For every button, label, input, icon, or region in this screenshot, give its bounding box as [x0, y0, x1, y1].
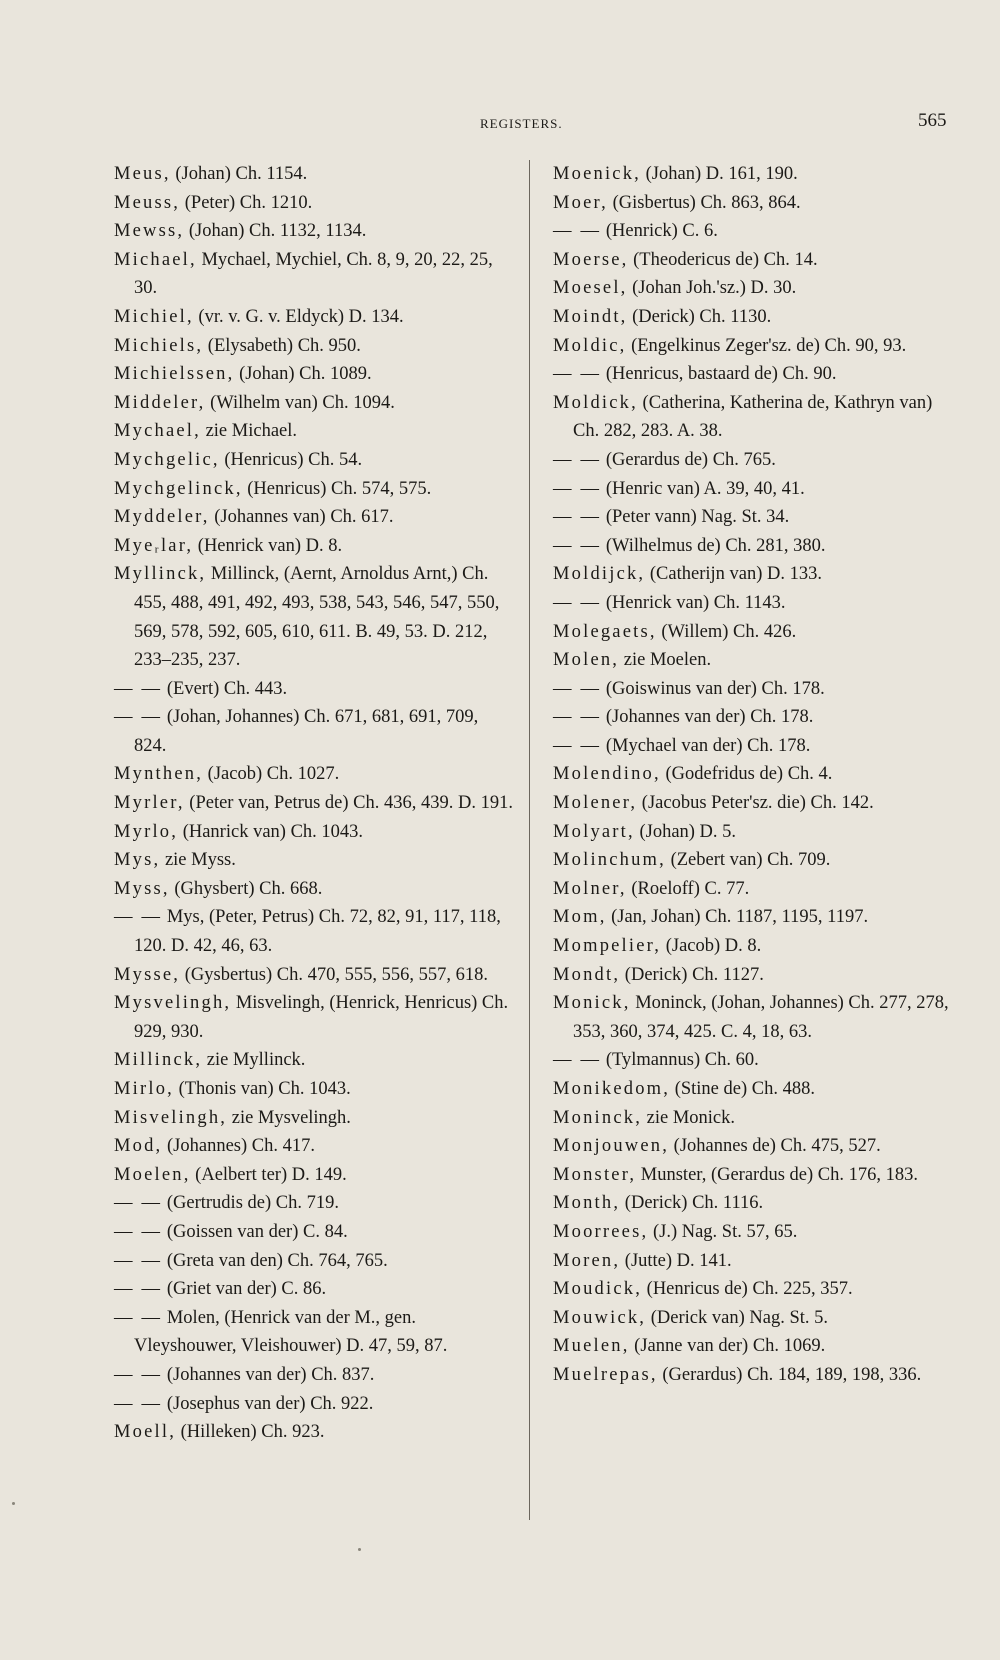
entry-headword: Monster,: [553, 1164, 637, 1185]
entry-references: (Catherijn van) D. 133.: [645, 564, 823, 585]
entry-headword: — —: [114, 907, 163, 928]
index-entry: [114, 989, 514, 1046]
entry-references: (Engelkinus Zeger'sz. de) Ch. 90, 93.: [626, 335, 907, 356]
index-entry: [553, 789, 963, 818]
entry-references: (Griet van der) C. 86.: [162, 1279, 327, 1300]
entry-headword: Moninck,: [553, 1107, 643, 1128]
index-entry: [114, 1218, 514, 1247]
index-entry: [114, 1046, 514, 1075]
index-entry: [114, 1418, 514, 1447]
entry-headword: Moorrees,: [553, 1221, 649, 1242]
index-entry: [553, 1075, 963, 1104]
entry-references: (Gisbertus) Ch. 863, 864.: [607, 192, 801, 213]
entry-references: (Hilleken) Ch. 923.: [176, 1422, 325, 1443]
index-entry: [553, 189, 963, 218]
entry-references: (Godefridus de) Ch. 4.: [660, 764, 833, 785]
index-entry: [553, 703, 963, 732]
entry-headword: Millinck,: [114, 1050, 203, 1071]
index-entry: [114, 446, 514, 475]
index-entry: [553, 1104, 963, 1133]
index-entry: [553, 932, 963, 961]
entry-references: (Henrick van) Ch. 1143.: [601, 592, 786, 613]
entry-headword: — —: [114, 1221, 163, 1242]
index-entry: [553, 446, 963, 475]
entry-references: zie Myllinck.: [202, 1050, 306, 1071]
index-entry: [553, 532, 963, 561]
column-divider: [529, 160, 530, 1520]
entry-references: (Johan Joh.'sz.) D. 30.: [627, 278, 797, 299]
entry-headword: Middeler,: [114, 392, 206, 413]
index-entry: [553, 1218, 963, 1247]
entry-references: (J.) Nag. St. 57, 65.: [648, 1221, 798, 1242]
entry-headword: Mynthen,: [114, 764, 204, 785]
index-entry: [114, 560, 514, 674]
entry-references: (Ghysbert) Ch. 668.: [169, 878, 323, 899]
index-entry: [553, 1361, 963, 1390]
entry-headword: Myllinck,: [114, 564, 207, 585]
index-entry: [553, 246, 963, 275]
running-header: REGISTERS.: [480, 116, 563, 131]
entry-references: (Johan) Ch. 1089.: [234, 364, 372, 385]
index-entry: [114, 846, 514, 875]
entry-references: (Johan) Ch. 1154.: [170, 164, 308, 184]
entry-headword: Mod,: [114, 1136, 163, 1157]
entry-references: (Henricus) Ch. 574, 575.: [242, 478, 432, 499]
index-entry: [553, 875, 963, 904]
entry-headword: Moldick,: [553, 392, 638, 413]
entry-headword: Moindt,: [553, 306, 628, 327]
entry-references: (Johan) D. 5.: [634, 821, 737, 842]
entry-headword: — —: [114, 678, 163, 699]
entry-headword: — —: [553, 507, 602, 528]
entry-references: (Gerardus) Ch. 184, 189, 198, 336.: [657, 1364, 922, 1385]
index-entry: [114, 503, 514, 532]
entry-headword: Michielssen,: [114, 364, 235, 385]
index-entry: [553, 1332, 963, 1361]
index-entry: [553, 303, 963, 332]
entry-headword: Myeᵣlar,: [114, 535, 194, 556]
entry-headword: Mychgelic,: [114, 449, 220, 470]
entry-headword: Mompelier,: [553, 936, 662, 957]
index-entry: [114, 1104, 514, 1133]
index-entry: [114, 675, 514, 704]
entry-references: (Henricus, bastaard de) Ch. 90.: [601, 364, 837, 385]
index-entry: [114, 189, 514, 218]
index-entry: [553, 589, 963, 618]
entry-headword: Moenick,: [553, 164, 641, 184]
index-entry: [114, 332, 514, 361]
entry-headword: Molen,: [553, 650, 620, 671]
entry-references: (Peter) Ch. 1210.: [180, 192, 313, 213]
entry-references: (Gerardus de) Ch. 765.: [601, 449, 776, 470]
entry-headword: Mouwick,: [553, 1307, 647, 1328]
index-entry: [553, 989, 963, 1046]
entry-references: (Josephus van der) Ch. 922.: [162, 1393, 374, 1414]
entry-headword: Moldijck,: [553, 564, 646, 585]
entry-headword: Molegaets,: [553, 621, 657, 642]
index-entry: [114, 1275, 514, 1304]
entry-references: (Aelbert ter) D. 149.: [190, 1164, 347, 1185]
entry-headword: Meuss,: [114, 192, 181, 213]
entry-references: (Henrick van) D. 8.: [193, 535, 343, 556]
entry-headword: — —: [114, 1307, 163, 1328]
entry-headword: Molener,: [553, 793, 638, 814]
entry-references: (Mychael van der) Ch. 178.: [601, 735, 811, 756]
entry-headword: Muelen,: [553, 1336, 630, 1357]
entry-references: (Derick) Ch. 1127.: [620, 964, 764, 985]
entry-references: Misvelingh, (Henrick, Henricus) Ch. 929, 930.: [134, 993, 509, 1042]
index-entry: [553, 360, 963, 389]
index-entry: [114, 160, 514, 189]
entry-references: (Gertrudis de) Ch. 719.: [162, 1193, 339, 1214]
entry-references: (Tylmannus) Ch. 60.: [601, 1050, 759, 1071]
index-entry: [114, 475, 514, 504]
entry-headword: — —: [553, 707, 602, 728]
entry-references: (Jacobus Peter'sz. die) Ch. 142.: [637, 793, 874, 814]
index-entry: [114, 818, 514, 847]
index-entry: [114, 1132, 514, 1161]
entry-references: (Johannes van der) Ch. 837.: [162, 1364, 375, 1385]
entry-references: Millinck, (Aernt, Arnoldus Arnt,) Ch. 455, 488, 491, 492, 493, 538, 543, 546, 547, 550, 569, 578, 592, 605, 610, 611. B. 49, 53. D. 212, 233–235, 237.: [134, 564, 500, 671]
entry-headword: — —: [114, 1364, 163, 1385]
entry-references: Moninck, (Johan, Johannes) Ch. 277, 278, 353, 360, 374, 425. C. 4, 18, 63.: [573, 993, 949, 1042]
entry-headword: Mysvelingh,: [114, 993, 232, 1014]
index-entry: [553, 503, 963, 532]
entry-headword: Moell,: [114, 1422, 177, 1443]
entry-headword: Mys,: [114, 850, 161, 871]
entry-headword: — —: [114, 1250, 163, 1271]
index-entry: [553, 961, 963, 990]
entry-references: zie Myss.: [160, 850, 236, 871]
index-entry: [114, 246, 514, 303]
index-entry: [114, 961, 514, 990]
entry-references: (Evert) Ch. 443.: [162, 678, 288, 699]
index-entry: [114, 903, 514, 960]
entry-headword: — —: [553, 535, 602, 556]
index-entry: [553, 818, 963, 847]
entry-references: zie Michael.: [200, 421, 298, 442]
entry-headword: — —: [553, 735, 602, 756]
entry-references: zie Monick.: [642, 1107, 736, 1128]
index-entry: [114, 703, 514, 760]
entry-references: (Catherina, Katherina de, Kathryn van) Ch. 282, 283. A. 38.: [573, 392, 933, 442]
index-entry: [114, 1247, 514, 1276]
index-entry: [553, 903, 963, 932]
entry-references: (Johan) Ch. 1132, 1134.: [184, 221, 367, 242]
entry-headword: — —: [114, 1279, 163, 1300]
index-entry: [553, 1046, 963, 1075]
entry-headword: Michiel,: [114, 306, 194, 327]
entry-headword: Myddeler,: [114, 507, 210, 528]
entry-headword: — —: [553, 1050, 602, 1071]
entry-headword: — —: [114, 1193, 163, 1214]
entry-references: (Thonis van) Ch. 1043.: [173, 1079, 351, 1099]
index-entry: [553, 675, 963, 704]
index-entry: [553, 1304, 963, 1333]
entry-headword: Mirlo,: [114, 1079, 174, 1099]
entry-references: (Johannes van) Ch. 617.: [209, 507, 394, 528]
entry-references: (Stine de) Ch. 488.: [670, 1079, 815, 1099]
index-entry: [114, 389, 514, 418]
entry-headword: Mondt,: [553, 964, 621, 985]
entry-headword: Mychael,: [114, 421, 201, 442]
entry-references: (Peter van, Petrus de) Ch. 436, 439. D. 191.: [184, 793, 513, 814]
entry-references: (Henrick) C. 6.: [601, 221, 718, 242]
entry-references: (Henricus) Ch. 54.: [219, 449, 363, 470]
entry-headword: — —: [553, 592, 602, 613]
entry-references: (Johannes de) Ch. 475, 527.: [669, 1136, 881, 1157]
page-number: 565: [918, 110, 947, 131]
entry-headword: Mysse,: [114, 964, 181, 985]
entry-headword: Moren,: [553, 1250, 621, 1271]
index-entry: [553, 1161, 963, 1190]
entry-headword: Moldic,: [553, 335, 627, 356]
index-entry: [553, 217, 963, 246]
index-entry: [114, 1075, 514, 1104]
entry-headword: Moelen,: [114, 1164, 191, 1185]
entry-headword: Moer,: [553, 192, 608, 213]
entry-references: (Derick van) Nag. St. 5.: [646, 1307, 829, 1328]
entry-headword: Molendino,: [553, 764, 661, 785]
paper-speck: [12, 1502, 15, 1505]
index-entry: [553, 618, 963, 647]
entry-references: (Gysbertus) Ch. 470, 555, 556, 557, 618.: [180, 964, 488, 985]
entry-references: Molen, (Henrick van der M., gen. Vleyshouwer, Vleishouwer) D. 47, 59, 87.: [134, 1307, 448, 1357]
entry-references: (Zebert van) Ch. 709.: [665, 850, 831, 871]
index-entry: [553, 475, 963, 504]
index-entry: [114, 360, 514, 389]
entry-headword: Michiels,: [114, 335, 204, 356]
entry-references: (Johan) D. 161, 190.: [641, 164, 798, 184]
entry-headword: Moerse,: [553, 249, 629, 270]
index-entry: [114, 303, 514, 332]
index-entry: [114, 532, 514, 561]
index-entry: [553, 274, 963, 303]
entry-headword: Monikedom,: [553, 1079, 671, 1099]
index-entry: [553, 332, 963, 361]
entry-references: (Jacob) Ch. 1027.: [203, 764, 340, 785]
entry-headword: Myss,: [114, 878, 170, 899]
entry-headword: Monjouwen,: [553, 1136, 670, 1157]
entry-references: (Johan, Johannes) Ch. 671, 681, 691, 709, 824.: [134, 707, 479, 756]
index-entry: [114, 217, 514, 246]
entry-references: zie Moelen.: [619, 650, 712, 671]
entry-references: Munster, (Gerardus de) Ch. 176, 183.: [636, 1164, 919, 1185]
entry-references: (Wilhelm van) Ch. 1094.: [205, 392, 395, 413]
index-entry: [114, 1361, 514, 1390]
right-column: [553, 160, 963, 1390]
entry-references: (Derick) Ch. 1116.: [620, 1193, 764, 1214]
entry-references: (Elysabeth) Ch. 950.: [203, 335, 361, 356]
index-entry: [553, 646, 963, 675]
paper-speck: [358, 1548, 361, 1551]
entry-references: zie Mysvelingh.: [227, 1107, 351, 1128]
index-entry: [114, 1304, 514, 1361]
index-entry: [553, 1132, 963, 1161]
entry-references: (Jacob) D. 8.: [661, 936, 762, 957]
entry-headword: Muelrepas,: [553, 1364, 658, 1385]
entry-references: (Janne van der) Ch. 1069.: [629, 1336, 826, 1357]
index-entry: [553, 389, 963, 446]
index-entry: [553, 1247, 963, 1276]
entry-headword: Molyart,: [553, 821, 635, 842]
index-entry: [553, 160, 963, 189]
entry-headword: Monick,: [553, 993, 631, 1014]
entry-references: (Henric van) A. 39, 40, 41.: [601, 478, 805, 499]
entry-references: (Greta van den) Ch. 764, 765.: [162, 1250, 388, 1271]
entry-headword: Month,: [553, 1193, 621, 1214]
index-entry: [114, 789, 514, 818]
index-entry: [553, 1275, 963, 1304]
entry-references: (vr. v. G. v. Eldyck) D. 134.: [193, 306, 404, 327]
entry-headword: — —: [553, 678, 602, 699]
entry-references: (Wilhelmus de) Ch. 281, 380.: [601, 535, 826, 556]
index-entry: [114, 1390, 514, 1419]
index-entry: [553, 846, 963, 875]
entry-headword: Mychgelinck,: [114, 478, 243, 499]
entry-headword: — —: [553, 364, 602, 385]
index-entry: [114, 1161, 514, 1190]
entry-references: (Jutte) D. 141.: [620, 1250, 732, 1271]
entry-references: (Goissen van der) C. 84.: [162, 1221, 348, 1242]
entry-headword: — —: [553, 449, 602, 470]
index-entry: [114, 417, 514, 446]
entry-references: (Peter vann) Nag. St. 34.: [601, 507, 790, 528]
entry-headword: — —: [553, 221, 602, 242]
entry-headword: Mom,: [553, 907, 607, 928]
index-entry: [114, 1189, 514, 1218]
index-entry: [553, 760, 963, 789]
entry-headword: Moudick,: [553, 1279, 643, 1300]
entry-headword: Myrler,: [114, 793, 185, 814]
entry-references: (Johannes) Ch. 417.: [162, 1136, 315, 1157]
index-entry: [114, 875, 514, 904]
index-entry: [553, 1189, 963, 1218]
entry-references: (Derick) Ch. 1130.: [627, 306, 772, 327]
left-column: [114, 160, 514, 1447]
entry-headword: Molner,: [553, 878, 627, 899]
entry-references: (Henricus de) Ch. 225, 357.: [642, 1279, 853, 1300]
entry-headword: — —: [114, 1393, 163, 1414]
entry-references: (Roeloff) C. 77.: [626, 878, 750, 899]
entry-references: (Theodericus de) Ch. 14.: [628, 249, 818, 270]
entry-headword: — —: [553, 478, 602, 499]
entry-references: Mychael, Mychiel, Ch. 8, 9, 20, 22, 25, 30.: [134, 249, 493, 299]
entry-references: (Willem) Ch. 426.: [656, 621, 797, 642]
index-entry: [553, 732, 963, 761]
entry-headword: — —: [114, 707, 163, 728]
entry-references: (Goiswinus van der) Ch. 178.: [601, 678, 825, 699]
index-entry: [553, 560, 963, 589]
entry-headword: Misvelingh,: [114, 1107, 228, 1128]
index-entry: [114, 760, 514, 789]
entry-headword: Moesel,: [553, 278, 628, 299]
entry-headword: Michael,: [114, 249, 197, 270]
entry-headword: Meus,: [114, 164, 171, 184]
entry-references: Mys, (Peter, Petrus) Ch. 72, 82, 91, 117, 118, 120. D. 42, 46, 63.: [134, 907, 501, 957]
entry-references: (Johannes van der) Ch. 178.: [601, 707, 814, 728]
entry-headword: Mewss,: [114, 221, 185, 242]
entry-references: (Hanrick van) Ch. 1043.: [178, 821, 364, 842]
entry-headword: Molinchum,: [553, 850, 666, 871]
entry-headword: Myrlo,: [114, 821, 179, 842]
entry-references: (Jan, Johan) Ch. 1187, 1195, 1197.: [606, 907, 869, 928]
